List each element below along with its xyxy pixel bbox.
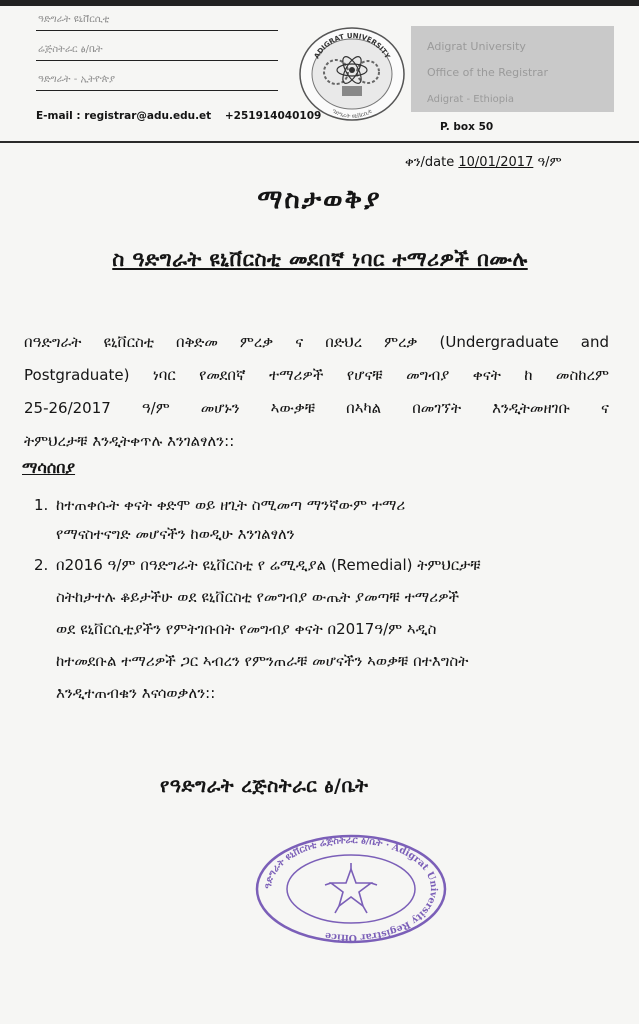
contact-line: [36, 110, 331, 122]
note-line: በ2016 ዓ/ም በዓድግራት ዩኒቨርስቲ የ ሬሚዲያል (Remedial) ትምህርታቹ: [56, 556, 481, 574]
header-office-en: Office of the Registrar: [427, 66, 549, 79]
phone-text: +251914040109: [224, 110, 322, 122]
announcement-body: [24, 326, 609, 458]
stamp-text: ዓድግራት ዩኒቨርስቲ ሬጅስትራር ፅ/ቤት · Adigrat University Registrar Office: [262, 834, 440, 944]
body-line: ትምህረታቹ እንዲትቀጥሉ እንገልፃለን::: [24, 432, 235, 450]
header-line-location: ዓድግራት - ኢትዮጵያ: [36, 72, 278, 91]
body-line: 25-26/2017 ዓ/ም መሆኑን ኣውቃቹ በኣካል በመገኘት እንዲትመዘገቡ ና: [24, 399, 609, 417]
note-line: ከተመደቡል ተማሪዎች ጋር ኣብረን የምንጠራቹ መሆናችን ኣወቃቹ በተእግስት: [56, 652, 469, 670]
po-box: P. box 50: [440, 121, 494, 133]
top-border: [0, 0, 639, 6]
date-label: ቀን/date: [405, 155, 455, 170]
page-title: ማስታወቅያ: [257, 185, 382, 215]
note-line: ስትከታተሉ ቆይታችሁ ወደ ዩኒቨርስቲ የመግብያ ውጤት ያመጣቹ ተማሪዎች: [56, 588, 460, 606]
star-icon: [325, 863, 377, 913]
header-rule: [0, 141, 639, 143]
page-subtitle: ስ ዓድግራት ዩኒቨርስቲ መደበኛ ነባር ተማሪዎች በሙሉ: [112, 247, 528, 271]
logo-text: ADIGRAT UNIVERSITY: [312, 31, 392, 61]
body-line: Postgraduate) ነባር የመደበኛ ተማሪዎች የሆናቹ መግብያ ቀናት ከ መስከረም: [24, 366, 609, 384]
email-text[interactable]: E-mail : registrar@adu.edu.et: [36, 110, 212, 122]
university-logo: [296, 22, 408, 122]
date-value: 10/01/2017: [458, 155, 534, 170]
note-line: ወደ ዩኒቨርሲቲያችን የምትገቡበት የመግብያ ቀናት በ2017ዓ/ም ኣዲስ: [56, 620, 437, 638]
header-line-university: ዓድግራት ዩኒቨርሲቲ: [36, 12, 278, 31]
header-location-en: Adigrat - Ethiopia: [427, 94, 514, 105]
office-signature: የዓድግራት ረጅስትራር ፅ/ቤት: [160, 775, 369, 797]
right-header: [411, 26, 614, 112]
svg-text:ዓድግራት ዩኒቨርስቲ ሬጅስትራር ፅ/ቤት · Adi: [263, 835, 439, 943]
left-header: [30, 10, 288, 110]
body-line: በዓድግራት ዩኒቨርስቲ በቅድመ ምረቃ ና በድህረ ምረቃ (Undergraduate and: [24, 333, 609, 351]
note-line: ከተጠቀሱት ቀናት ቀድሞ ወይ ዘጊት ስሚመጣ ማንኛውም ተማሪ: [56, 496, 406, 514]
header-university-en: Adigrat University: [427, 40, 526, 53]
date-suffix: ዓ/ም: [537, 155, 562, 170]
note-number: 2.: [34, 556, 49, 574]
registrar-stamp: [253, 833, 449, 945]
header-line-registrar: ሬጅስትራር ፅ/ቤት: [36, 42, 278, 61]
note-number: 1.: [34, 496, 49, 514]
date-line: [405, 155, 562, 170]
note-line: እንዲተጠብቁን እናሳወቃለን::: [56, 684, 216, 702]
note-heading: ማሳሰበያ: [22, 458, 76, 477]
note-line: የማናስተናግድ መሆናችን ከወዲሁ እንገልፃለን: [56, 525, 295, 543]
logo-text-bottom: ዓድግራት ዩኒቨርሲቲ: [330, 107, 374, 121]
